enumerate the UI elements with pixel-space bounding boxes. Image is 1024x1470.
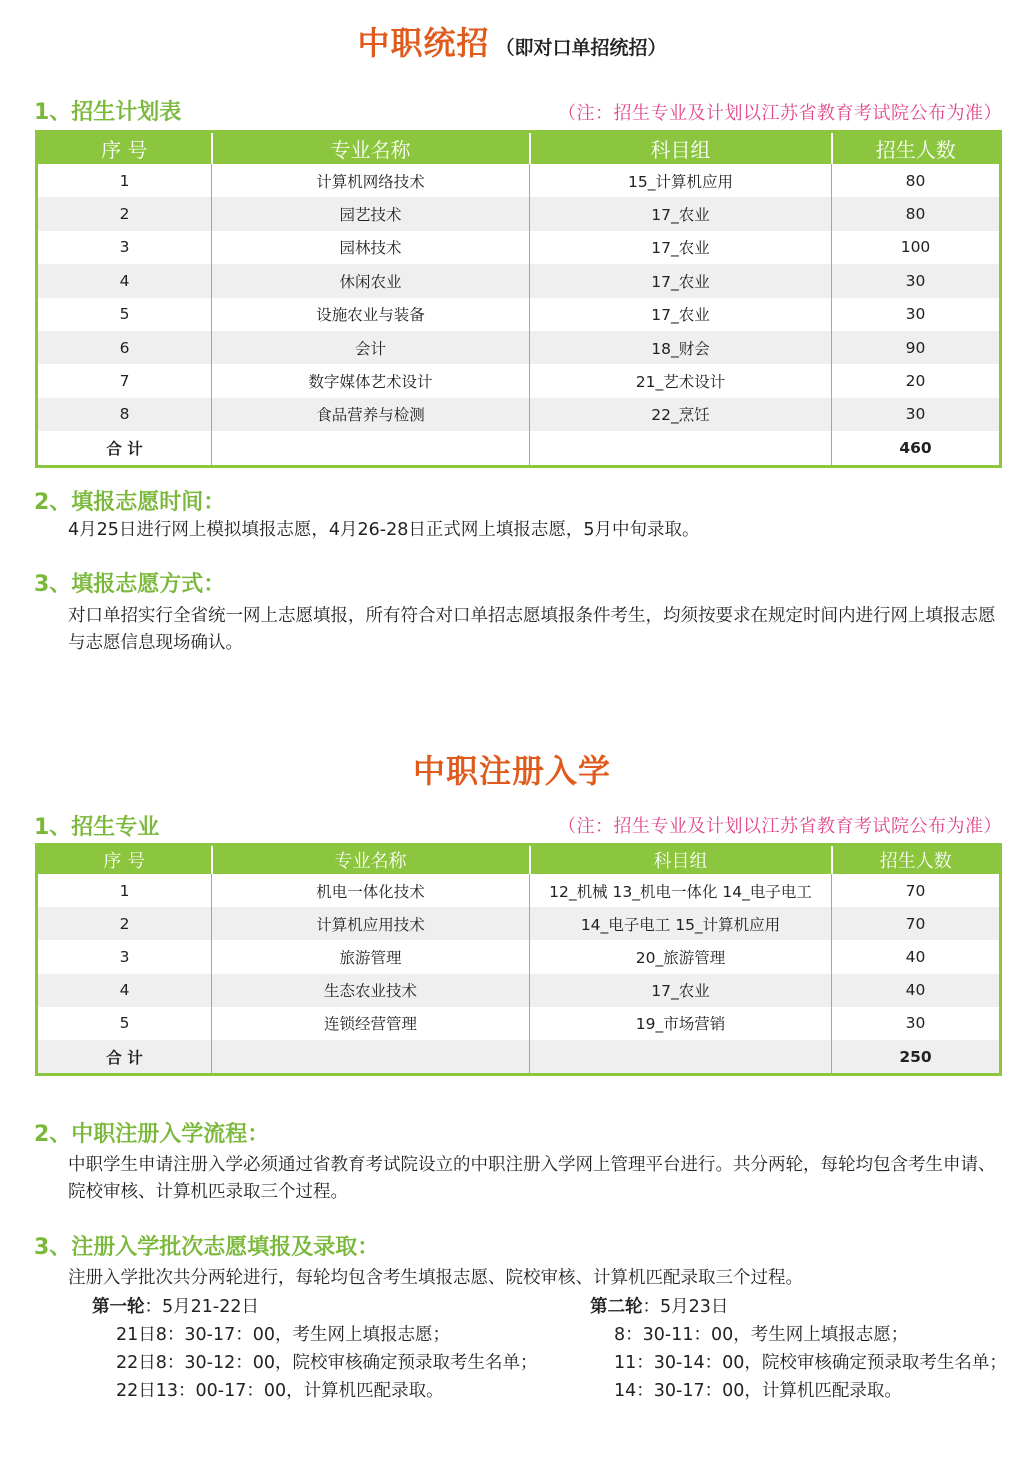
table-row <box>37 974 1001 1007</box>
cell-major: 计算机网络技术 <box>212 164 530 197</box>
round1-line: 22日8：30-12：00，院校审核确定预录取考生名单； <box>116 1353 538 1373</box>
cell-quota: 100 <box>832 231 1001 264</box>
total-empty <box>212 431 530 466</box>
majors-note: （注：招生专业及计划以江苏省教育考试院公布为准） <box>558 816 1002 837</box>
cell-subject-group: 20_旅游管理 <box>530 940 832 973</box>
round1-line: 22日13：00-17：00，计算机匹配录取。 <box>116 1381 444 1401</box>
cell-major: 休闲农业 <box>212 264 530 297</box>
cell-index: 3 <box>119 238 130 257</box>
table-row <box>37 907 1001 940</box>
table-row <box>37 874 1001 907</box>
cell-quota: 20 <box>832 364 1001 397</box>
column-header-major: 专业名称 <box>212 132 530 165</box>
cell-major: 旅游管理 <box>212 940 530 973</box>
cell-major: 园艺技术 <box>212 197 530 230</box>
total-value: 460 <box>832 431 1001 466</box>
cell-subject-group: 22_烹饪 <box>530 398 832 431</box>
cell-major: 园林技术 <box>212 231 530 264</box>
cell-subject-group: 18_财会 <box>530 331 832 364</box>
table-row <box>37 197 1001 230</box>
cell-subject-group: 17_农业 <box>530 231 832 264</box>
total-value: 250 <box>832 1040 1001 1075</box>
process-heading: 2、中职注册入学流程： <box>34 1122 270 1147</box>
round2-schedule <box>590 1293 1007 1405</box>
total-empty <box>212 1040 530 1075</box>
total-empty <box>530 431 832 466</box>
column-header-major: 专业名称 <box>212 845 530 875</box>
cell-quota: 80 <box>832 197 1001 230</box>
round2-line: 8：30-11：00，考生网上填报志愿； <box>614 1325 909 1345</box>
table-row <box>37 398 1001 431</box>
batch-heading: 3、注册入学批次志愿填报及录取： <box>34 1235 380 1260</box>
cell-index: 5 <box>119 305 130 324</box>
method-text: 对口单招实行全省统一网上志愿填报，所有符合对口单招志愿填报条件考生，均须按要求在规定时间内进行网上填报志愿与志愿信息现场确认。 <box>68 606 996 653</box>
total-label: 合 计 <box>106 439 143 458</box>
table-row <box>37 1007 1001 1040</box>
method-heading: 3、填报志愿方式： <box>34 572 226 597</box>
cell-subject-group: 17_农业 <box>530 197 832 230</box>
section2-title <box>0 746 1024 792</box>
cell-major: 设施农业与装备 <box>212 298 530 331</box>
cell-subject-group: 17_农业 <box>530 264 832 297</box>
cell-quota: 70 <box>832 874 1001 907</box>
total-label: 合 计 <box>37 1040 212 1075</box>
round2-label: 第二轮 <box>590 1297 643 1317</box>
cell-subject-group: 21_艺术设计 <box>530 364 832 397</box>
table-row <box>37 231 1001 264</box>
cell-subject-group: 17_农业 <box>530 298 832 331</box>
cell-index: 4 <box>37 974 212 1007</box>
column-header-index: 序 号 <box>37 132 212 165</box>
round2-date: ：5月23日 <box>642 1297 729 1317</box>
cell-index: 2 <box>37 197 212 230</box>
cell-major: 机电一体化技术 <box>212 874 530 907</box>
cell-major: 会计 <box>212 331 530 364</box>
cell-subject-group: 12_机械 13_机电一体化 14_电子电工 <box>530 874 832 907</box>
cell-quota: 70 <box>832 907 1001 940</box>
cell-index: 7 <box>119 372 130 391</box>
round2-line: 11：30-14：00，院校审核确定预录取考生名单； <box>614 1353 1007 1373</box>
cell-index: 6 <box>37 331 212 364</box>
cell-index: 2 <box>37 907 212 940</box>
cell-quota: 40 <box>832 940 1001 973</box>
cell-quota: 30 <box>832 264 1001 297</box>
table-row <box>37 264 1001 297</box>
cell-quota: 30 <box>832 398 1001 431</box>
table-total-row <box>37 1040 1001 1075</box>
cell-index: 3 <box>119 947 130 966</box>
plan-note: （注：招生专业及计划以江苏省教育考试院公布为准） <box>558 103 1002 124</box>
table-row <box>37 164 1001 197</box>
section1-main-title: 中职统招 <box>357 24 490 62</box>
cell-subject-group: 19_市场营销 <box>530 1007 832 1040</box>
cell-quota: 80 <box>832 164 1001 197</box>
plan-heading: 1、招生计划表 <box>34 100 182 125</box>
column-header-index: 序 号 <box>37 845 212 875</box>
column-header-quota: 招生人数 <box>832 845 1001 875</box>
process-text: 中职学生申请注册入学必须通过省教育考试院设立的中职注册入学网上管理平台进行。共分两轮，每轮均包含考生申请、院校审核、计算机匹录取三个过程。 <box>68 1155 996 1202</box>
round2-line: 14：30-17：00，计算机匹配录取。 <box>614 1381 902 1401</box>
round1-label: 第一轮 <box>92 1297 145 1317</box>
cell-index: 1 <box>119 171 130 190</box>
cell-quota: 30 <box>832 1007 1001 1040</box>
total-empty <box>530 1040 832 1075</box>
cell-quota: 90 <box>832 331 1001 364</box>
registration-majors-table <box>35 843 1002 1076</box>
cell-index: 8 <box>37 398 212 431</box>
table-row <box>37 364 1001 397</box>
cell-subject-group: 17_农业 <box>530 974 832 1007</box>
time-heading: 2、填报志愿时间： <box>34 490 226 515</box>
round1-date: ：5月21-22日 <box>144 1297 259 1317</box>
cell-major: 数字媒体艺术设计 <box>212 364 530 397</box>
round1-line: 21日8：30-17：00，考生网上填报志愿； <box>116 1325 451 1345</box>
section2-main-title: 中职注册入学 <box>412 752 611 790</box>
column-header-subject-group: 科目组 <box>530 845 832 875</box>
cell-index: 4 <box>37 264 212 297</box>
cell-major: 连锁经营管理 <box>212 1007 530 1040</box>
batch-text: 注册入学批次共分两轮进行，每轮均包含考生填报志愿、院校审核、计算机匹配录取三个过程。 <box>68 1268 803 1288</box>
table-row <box>37 940 1001 973</box>
round1-schedule <box>92 1293 538 1405</box>
cell-major: 计算机应用技术 <box>212 907 530 940</box>
table-row <box>37 331 1001 364</box>
cell-subject-group: 15_计算机应用 <box>530 164 832 197</box>
majors-heading: 1、招生专业 <box>34 815 160 840</box>
section1-title <box>0 18 1024 64</box>
cell-quota: 40 <box>832 974 1001 1007</box>
cell-major: 食品营养与检测 <box>212 398 530 431</box>
column-header-quota: 招生人数 <box>832 132 1001 165</box>
enrollment-plan-table <box>35 130 1002 468</box>
cell-major: 生态农业技术 <box>212 974 530 1007</box>
column-header-subject-group: 科目组 <box>530 132 832 165</box>
table-total-row <box>37 431 1001 466</box>
time-text: 4月25日进行网上模拟填报志愿，4月26-28日正式网上填报志愿，5月中旬录取。 <box>68 520 700 540</box>
section1-subtitle: （即对口单招统招） <box>495 37 667 59</box>
cell-index: 5 <box>119 1014 130 1033</box>
cell-quota: 30 <box>832 298 1001 331</box>
cell-index: 1 <box>119 881 130 900</box>
table-row <box>37 298 1001 331</box>
cell-subject-group: 14_电子电工 15_计算机应用 <box>530 907 832 940</box>
